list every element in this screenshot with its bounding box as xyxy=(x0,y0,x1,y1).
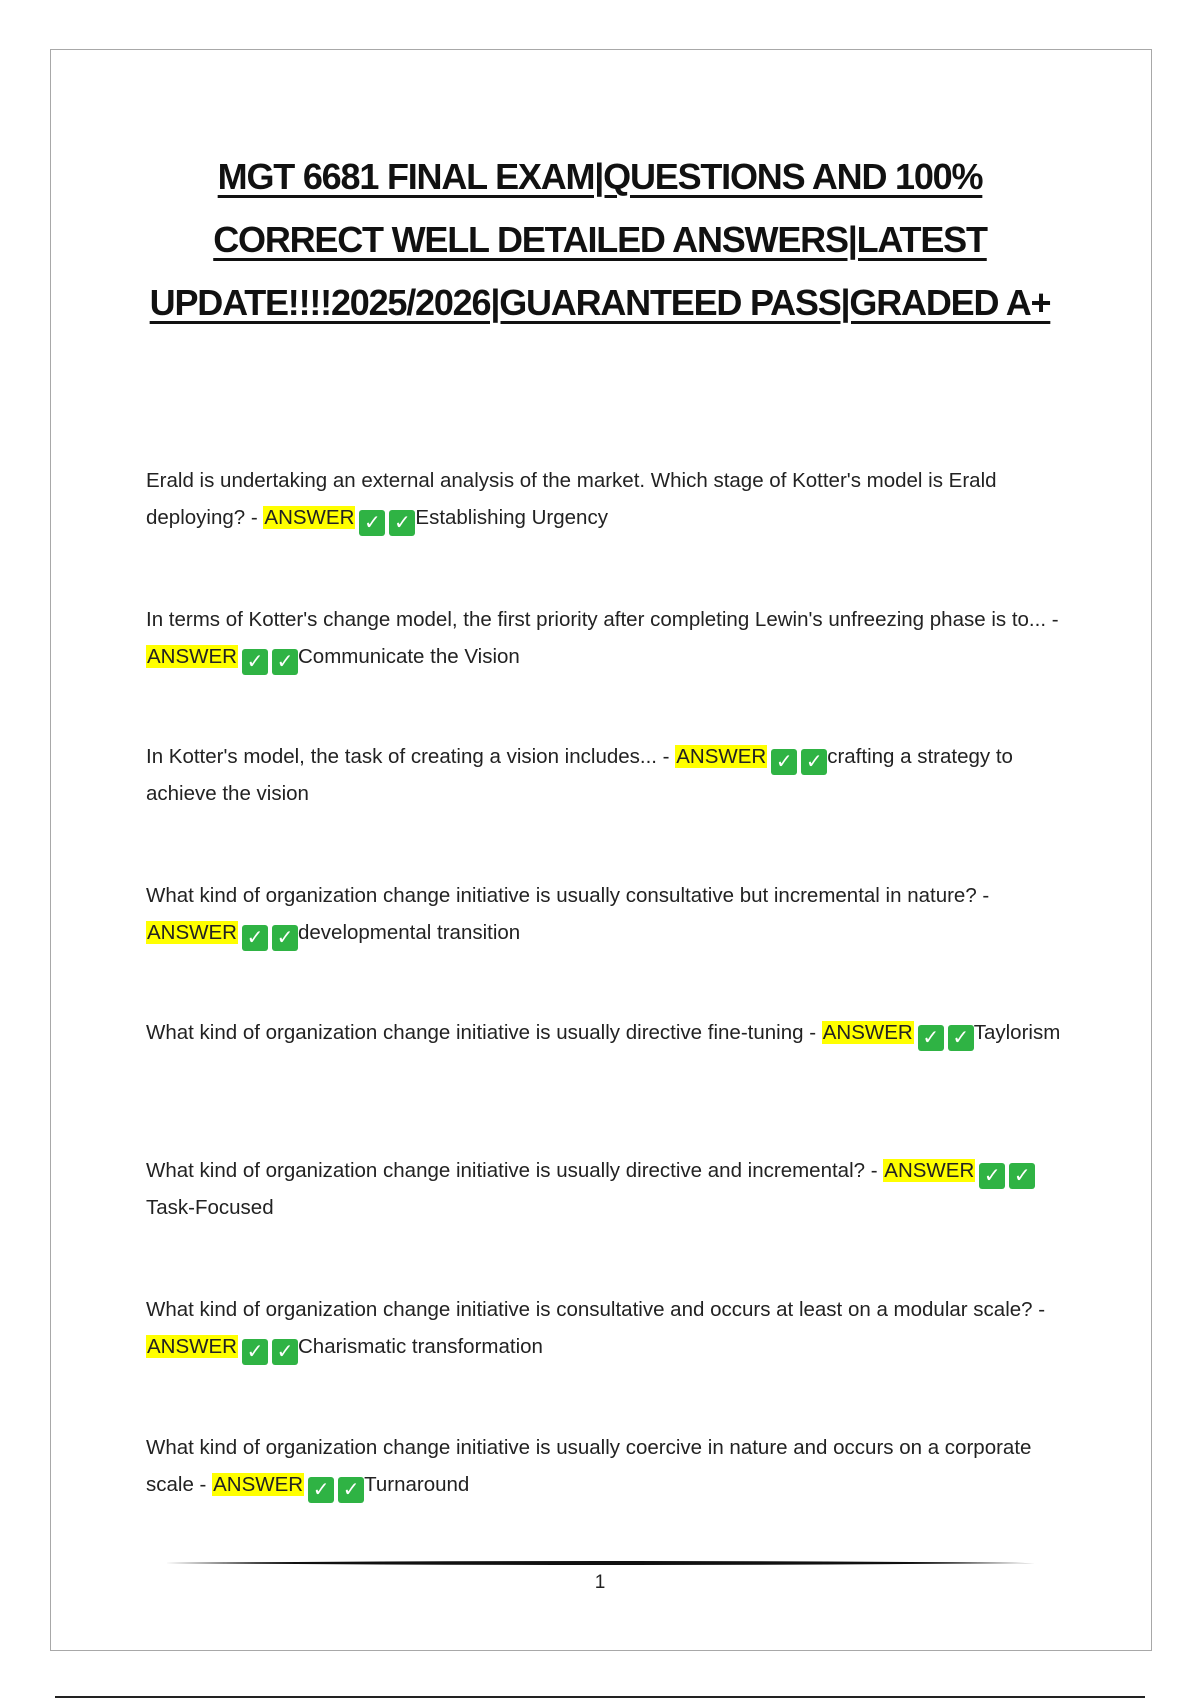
check-mark-icon: ✓ xyxy=(948,1025,974,1051)
qa-item xyxy=(146,1014,1066,1051)
check-mark-icon: ✓ xyxy=(771,749,797,775)
answer-label: ANSWER xyxy=(147,645,237,668)
check-mark-icon: ✓ xyxy=(801,749,827,775)
answer-text: Charismatic transformation xyxy=(297,1335,543,1358)
question-text: What kind of organization change initiative is consultative and occurs at least on a modular scale? - xyxy=(146,1298,1046,1321)
check-mark-icon: ✓ xyxy=(389,510,415,536)
question-text: What kind of organization change initiative is usually directive fine-tuning - xyxy=(146,1021,817,1044)
check-mark-icon: ✓ xyxy=(242,649,268,675)
qa-item xyxy=(146,1291,1066,1365)
question-text: In Kotter's model, the task of creating a vision includes... - xyxy=(146,745,670,768)
check-mark-icon: ✓ xyxy=(272,649,298,675)
answer-label: ANSWER xyxy=(676,745,767,768)
answer-label: ANSWER xyxy=(884,1159,975,1182)
answer-text: Taylorism xyxy=(973,1021,1061,1044)
page-bottom-divider xyxy=(55,1696,1145,1698)
answer-text: Task-Focused xyxy=(146,1196,274,1219)
answer-text: Establishing Urgency xyxy=(415,506,608,529)
qa-item xyxy=(146,462,1066,536)
check-mark-icon: ✓ xyxy=(272,925,298,951)
answer-label: ANSWER xyxy=(147,921,237,944)
qa-item xyxy=(146,1152,1066,1226)
document-title: MGT 6681 FINAL EXAM|QUESTIONS AND 100% CORRECT WELL DETAILED ANSWERS|LATEST UPDATE!!!!2025/2026|GUARANTEED PASS|GRADED A+ xyxy=(149,156,1051,323)
check-mark-icon: ✓ xyxy=(242,1339,268,1365)
check-mark-icon: ✓ xyxy=(242,925,268,951)
question-text: Erald is undertaking an external analysis of the market. Which stage of Kotter's model is Erald deploying? - xyxy=(146,469,997,529)
qa-item xyxy=(146,601,1066,675)
check-mark-icon: ✓ xyxy=(359,510,385,536)
question-text: What kind of organization change initiative is usually coercive in nature and occurs on a corporate scale - xyxy=(146,1436,1032,1496)
page-number: 1 xyxy=(594,1572,606,1593)
qa-item xyxy=(146,877,1066,951)
check-mark-icon: ✓ xyxy=(1009,1163,1035,1189)
answer-label: ANSWER xyxy=(822,1021,913,1044)
question-text: What kind of organization change initiative is usually directive and incremental? - xyxy=(146,1159,878,1182)
answer-label: ANSWER xyxy=(264,506,355,529)
qa-item xyxy=(146,1429,1066,1503)
question-text: In terms of Kotter's change model, the first priority after completing Lewin's unfreezing phase is to... - xyxy=(146,608,1059,631)
check-mark-icon: ✓ xyxy=(918,1025,944,1051)
answer-text: developmental transition xyxy=(297,921,521,944)
check-mark-icon: ✓ xyxy=(979,1163,1005,1189)
answer-text: Turnaround xyxy=(364,1473,470,1496)
footer-divider xyxy=(165,1560,1035,1566)
answer-label: ANSWER xyxy=(147,1335,237,1358)
check-mark-icon: ✓ xyxy=(338,1477,364,1503)
check-mark-icon: ✓ xyxy=(272,1339,298,1365)
question-text: What kind of organization change initiative is usually consultative but incremental in nature? - xyxy=(146,884,990,907)
check-mark-icon: ✓ xyxy=(308,1477,334,1503)
answer-text: Communicate the Vision xyxy=(297,645,520,668)
answer-label: ANSWER xyxy=(213,1473,304,1496)
answer-text: crafting a strategy to achieve the vision xyxy=(146,745,1013,805)
qa-item xyxy=(146,738,1066,812)
